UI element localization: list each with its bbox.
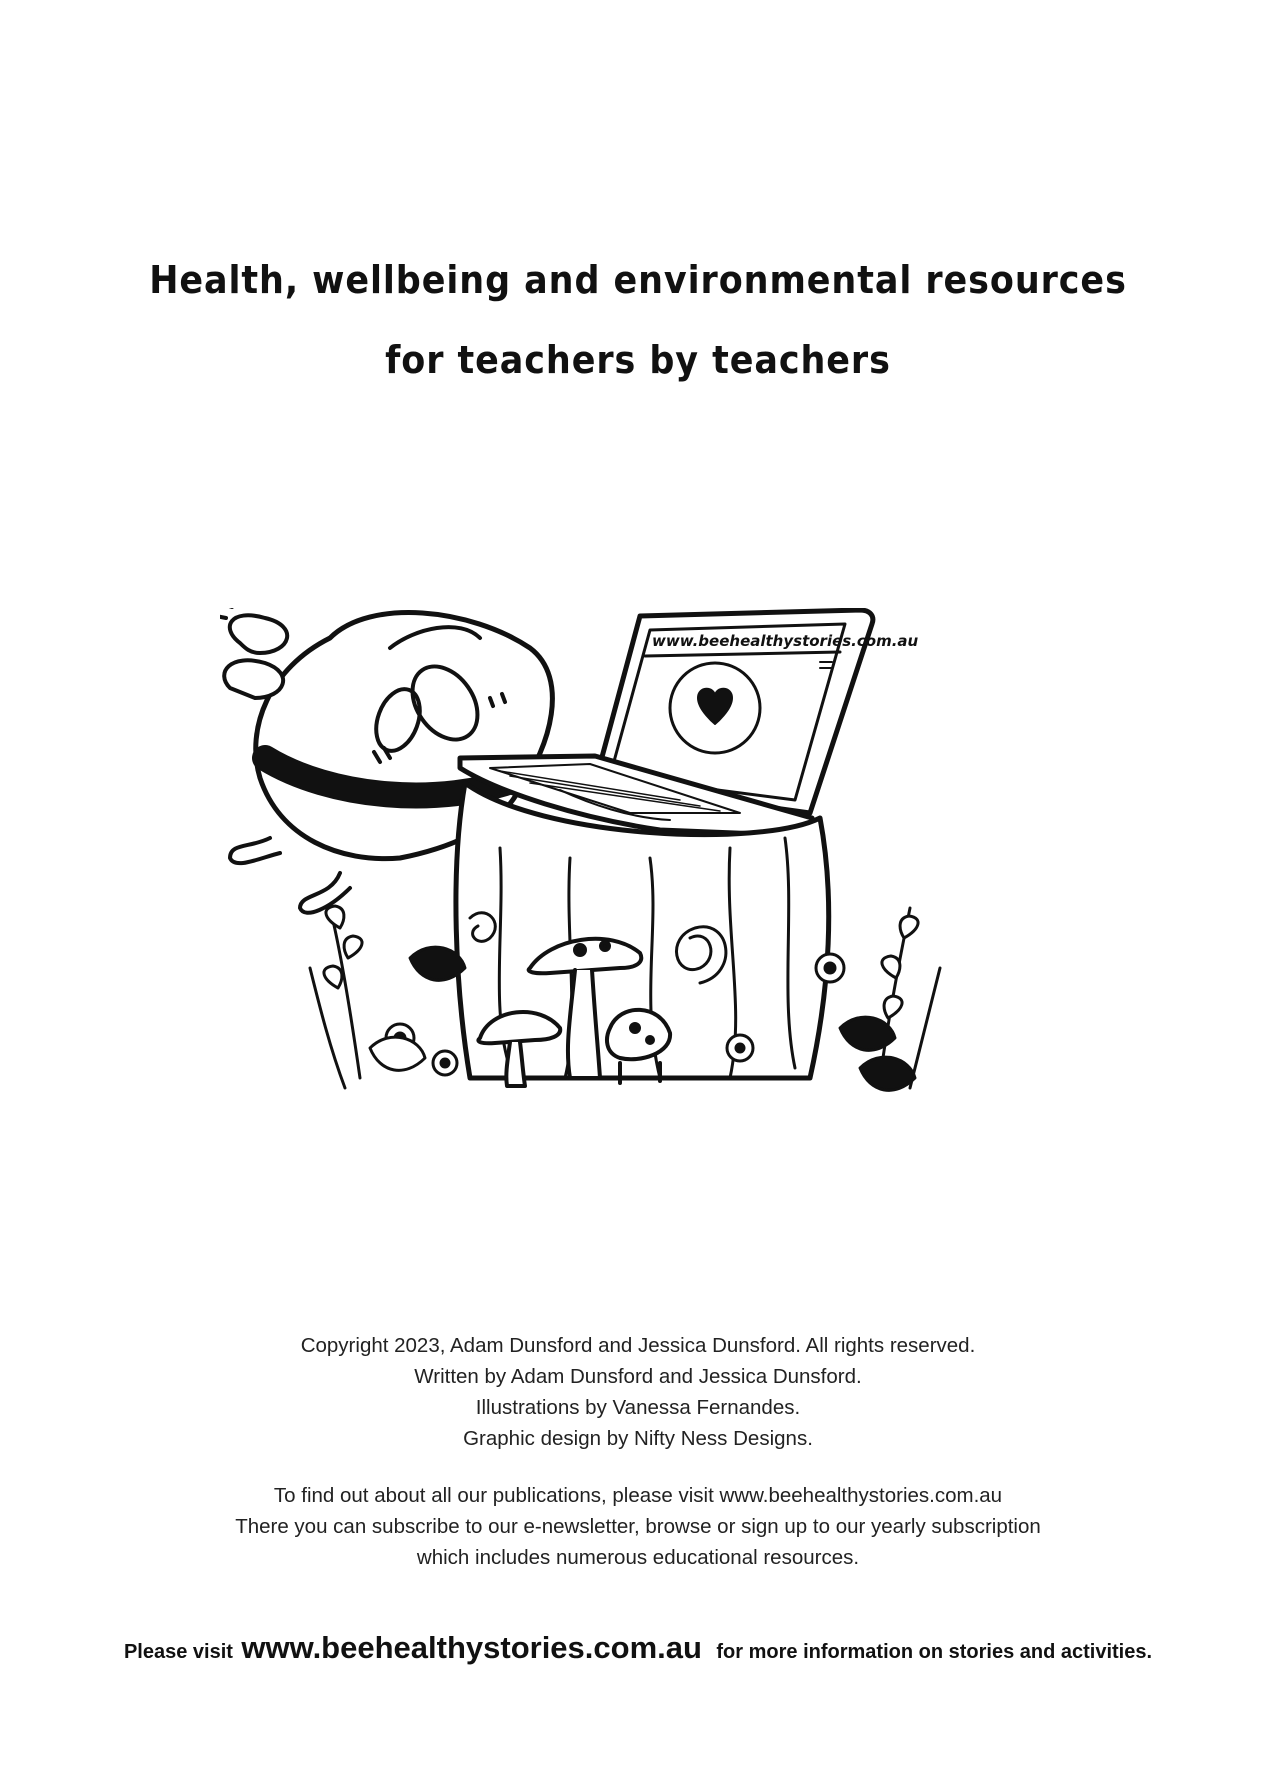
resources-line: which includes numerous educational resources.: [416, 1546, 860, 1569]
bee-laptop-illustration: [220, 608, 1060, 1268]
headline-line-2: for teachers by teachers: [385, 338, 891, 382]
footer-suffix: for more information on stories and activities.: [716, 1641, 1153, 1663]
copyright-line: Copyright 2023, Adam Dunsford and Jessica Dunsford. All rights reserved.: [300, 1334, 976, 1357]
footer-url-link[interactable]: www.beehealthystories.com.au: [241, 1630, 702, 1665]
subscribe-line: There you can subscribe to our e-newsletter, browse or sign up to our yearly subscription: [235, 1515, 1041, 1538]
illustrations-line: Illustrations by Vanessa Fernandes.: [475, 1396, 801, 1419]
headline-line-1: Health, wellbeing and environmental resources: [149, 258, 1127, 302]
credits-block: [0, 1330, 1276, 1454]
publications-line: To find out about all our publications, please visit www.beehealthystories.com.au: [273, 1484, 1003, 1507]
footer-line: [0, 1630, 1276, 1666]
info-block: [0, 1480, 1276, 1573]
graphic-design-line: Graphic design by Nifty Ness Designs.: [463, 1427, 813, 1450]
written-by-line: Written by Adam Dunsford and Jessica Dunsford.: [414, 1365, 862, 1388]
laptop-screen-url: www.beehealthystories.com.au: [652, 632, 919, 650]
footer-prefix: Please visit: [123, 1641, 233, 1663]
